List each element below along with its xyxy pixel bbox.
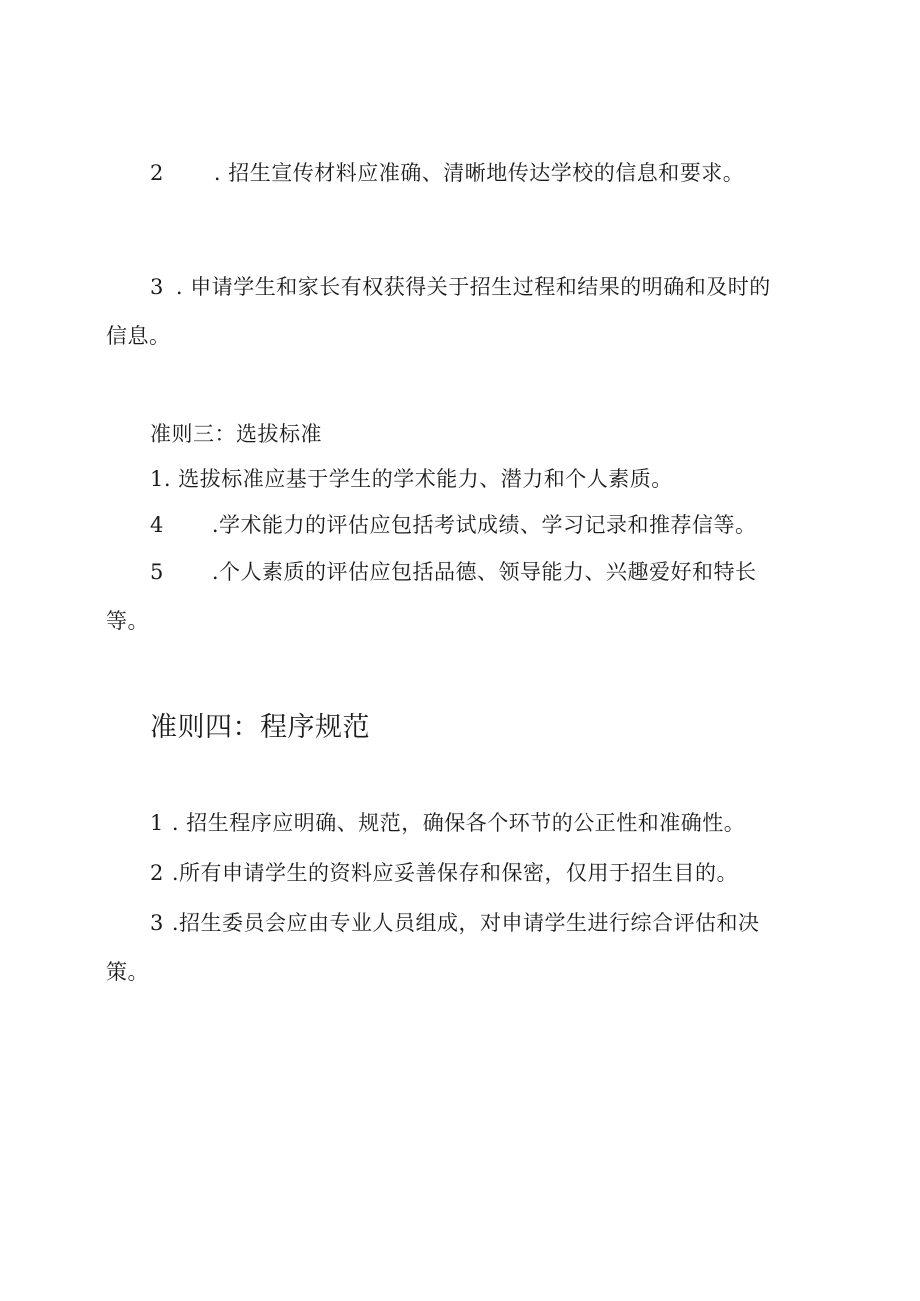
list-item-continuation: 策。 — [106, 960, 149, 984]
item-number: 5 — [150, 560, 164, 584]
item-number: 2 — [150, 161, 164, 185]
item-number: 4 — [150, 513, 164, 537]
list-item-continuation: 等。 — [106, 609, 149, 633]
item-text: .学术能力的评估应包括考试成绩、学习记录和推荐信等。 — [211, 513, 757, 537]
item-text: . 招生宣传材料应准确、清晰地传达学校的信息和要求。 — [213, 161, 745, 185]
item-text: . 申请学生和家长有权获得关于招生过程和结果的明确和及时的 — [175, 275, 771, 299]
list-item — [150, 158, 744, 188]
list-item — [150, 272, 771, 302]
list-item — [150, 858, 738, 888]
item-text: .所有申请学生的资料应妥善保存和保密，仅用于招生目的。 — [171, 861, 739, 885]
item-number: 3 — [150, 275, 164, 299]
item-number: 3 — [150, 911, 164, 935]
item-text: .招生委员会应由专业人员组成，对申请学生进行综合评估和决 — [171, 911, 760, 935]
item-text: . 招生程序应明确、规范，确保各个环节的公正性和准确性。 — [171, 811, 746, 835]
list-item — [150, 908, 760, 938]
list-item — [150, 808, 745, 838]
item-number: 1 — [150, 811, 164, 835]
section-heading: 准则四：程序规范 — [150, 712, 370, 743]
list-item: 1. 选拔标准应基于学生的学术能力、潜力和个人素质。 — [150, 467, 673, 491]
item-text: .个人素质的评估应包括品德、领导能力、兴趣爱好和特长 — [211, 560, 757, 584]
section-heading: 准则三：选拔标准 — [150, 422, 322, 446]
list-item — [150, 510, 757, 540]
list-item — [150, 557, 757, 587]
list-item-continuation: 信息。 — [106, 324, 171, 348]
item-number: 2 — [150, 861, 164, 885]
